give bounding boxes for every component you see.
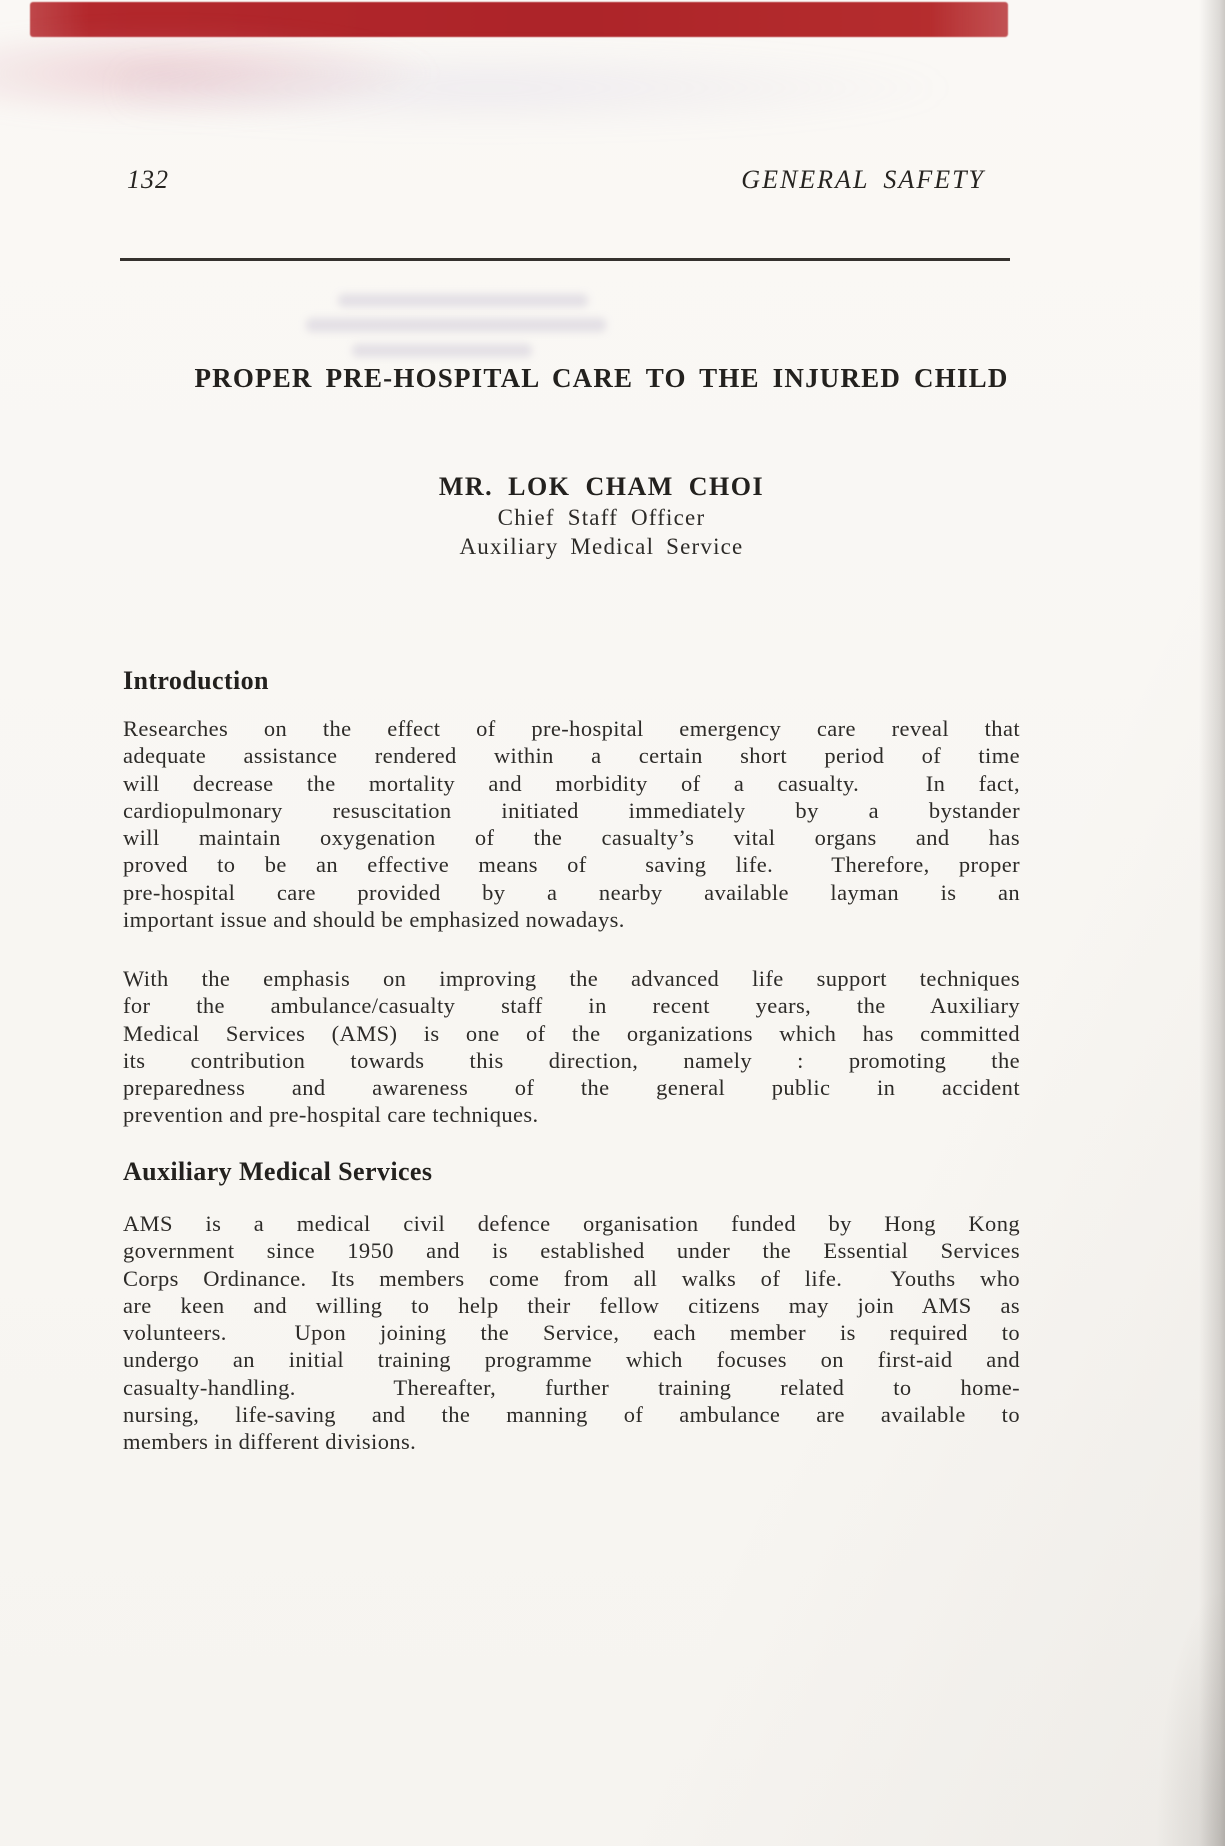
page-edge-shadow — [1199, 0, 1225, 1846]
text-line: will maintain oxygenation of the casualty’s vital organs and has — [123, 825, 1020, 851]
paragraph-introduction-1 — [123, 715, 1020, 933]
text-line: for the ambulance/casualty staff in recent years, the Auxiliary — [123, 993, 1020, 1019]
author-name: MR. LOK CHAM CHOI — [438, 472, 765, 501]
text-line: adequate assistance rendered within a certain short period of time — [123, 743, 1020, 769]
bleed-through-text-artifact — [306, 318, 606, 332]
text-line: Researches on the effect of pre-hospital emergency care reveal that — [123, 716, 1020, 741]
text-line: cardiopulmonary resuscitation initiated immediately by a bystander — [123, 797, 1020, 823]
text-line: nursing, life-saving and the manning of ambulance are available to — [123, 1402, 1020, 1428]
page-number: 132 — [127, 165, 169, 194]
text-line: pre-hospital care provided by a nearby available layman is an — [123, 879, 1020, 905]
text-line: undergo an initial training programme which focuses on first-aid and — [123, 1347, 1020, 1373]
text-line: Corps Ordinance. Its members come from all walks of life. Youths who — [123, 1265, 1020, 1291]
text-line: its contribution towards this direction, namely : promoting the — [123, 1047, 1020, 1073]
text-line: members in different divisions. — [123, 1429, 417, 1455]
page-corner-shadow — [1155, 1586, 1225, 1846]
text-line: volunteers. Upon joining the Service, each member is required to — [123, 1320, 1020, 1346]
text-line: are keen and willing to help their fellow citizens may join AMS as — [123, 1292, 1020, 1318]
paragraph-introduction-2 — [123, 965, 1020, 1129]
text-line: prevention and pre-hospital care techniques. — [123, 1102, 539, 1128]
bleed-through-text-artifact — [338, 294, 588, 307]
scan-artifact-lavender-wash — [120, 48, 940, 128]
section-heading-auxiliary-medical-services: Auxiliary Medical Services — [123, 1157, 433, 1186]
text-line: casualty-handling. Thereafter, further training related to home- — [123, 1374, 1020, 1400]
author-role: Chief Staff Officer — [497, 505, 706, 530]
author-organization: Auxiliary Medical Service — [459, 534, 744, 559]
running-header: GENERAL SAFETY — [741, 165, 985, 194]
paragraph-ams-1 — [123, 1210, 1020, 1456]
text-line: AMS is a medical civil defence organisation funded by Hong Kong — [123, 1211, 1020, 1236]
text-line: proved to be an effective means of saving life. Therefore, proper — [123, 852, 1020, 878]
header-rule — [120, 258, 1010, 261]
text-line: preparedness and awareness of the general public in accident — [123, 1075, 1020, 1101]
text-line: Medical Services (AMS) is one of the organizations which has committed — [123, 1020, 1020, 1046]
section-heading-introduction: Introduction — [123, 666, 269, 695]
article-title: PROPER PRE-HOSPITAL CARE TO THE INJURED CHILD — [194, 363, 1009, 393]
text-line: government since 1950 and is established under the Essential Services — [123, 1238, 1020, 1264]
text-line: important issue and should be emphasized nowadays. — [123, 907, 625, 933]
bleed-through-text-artifact — [352, 344, 532, 357]
text-line: With the emphasis on improving the advanced life support techniques — [123, 966, 1020, 991]
text-line: will decrease the mortality and morbidity of a casualty. In fact, — [123, 770, 1020, 796]
